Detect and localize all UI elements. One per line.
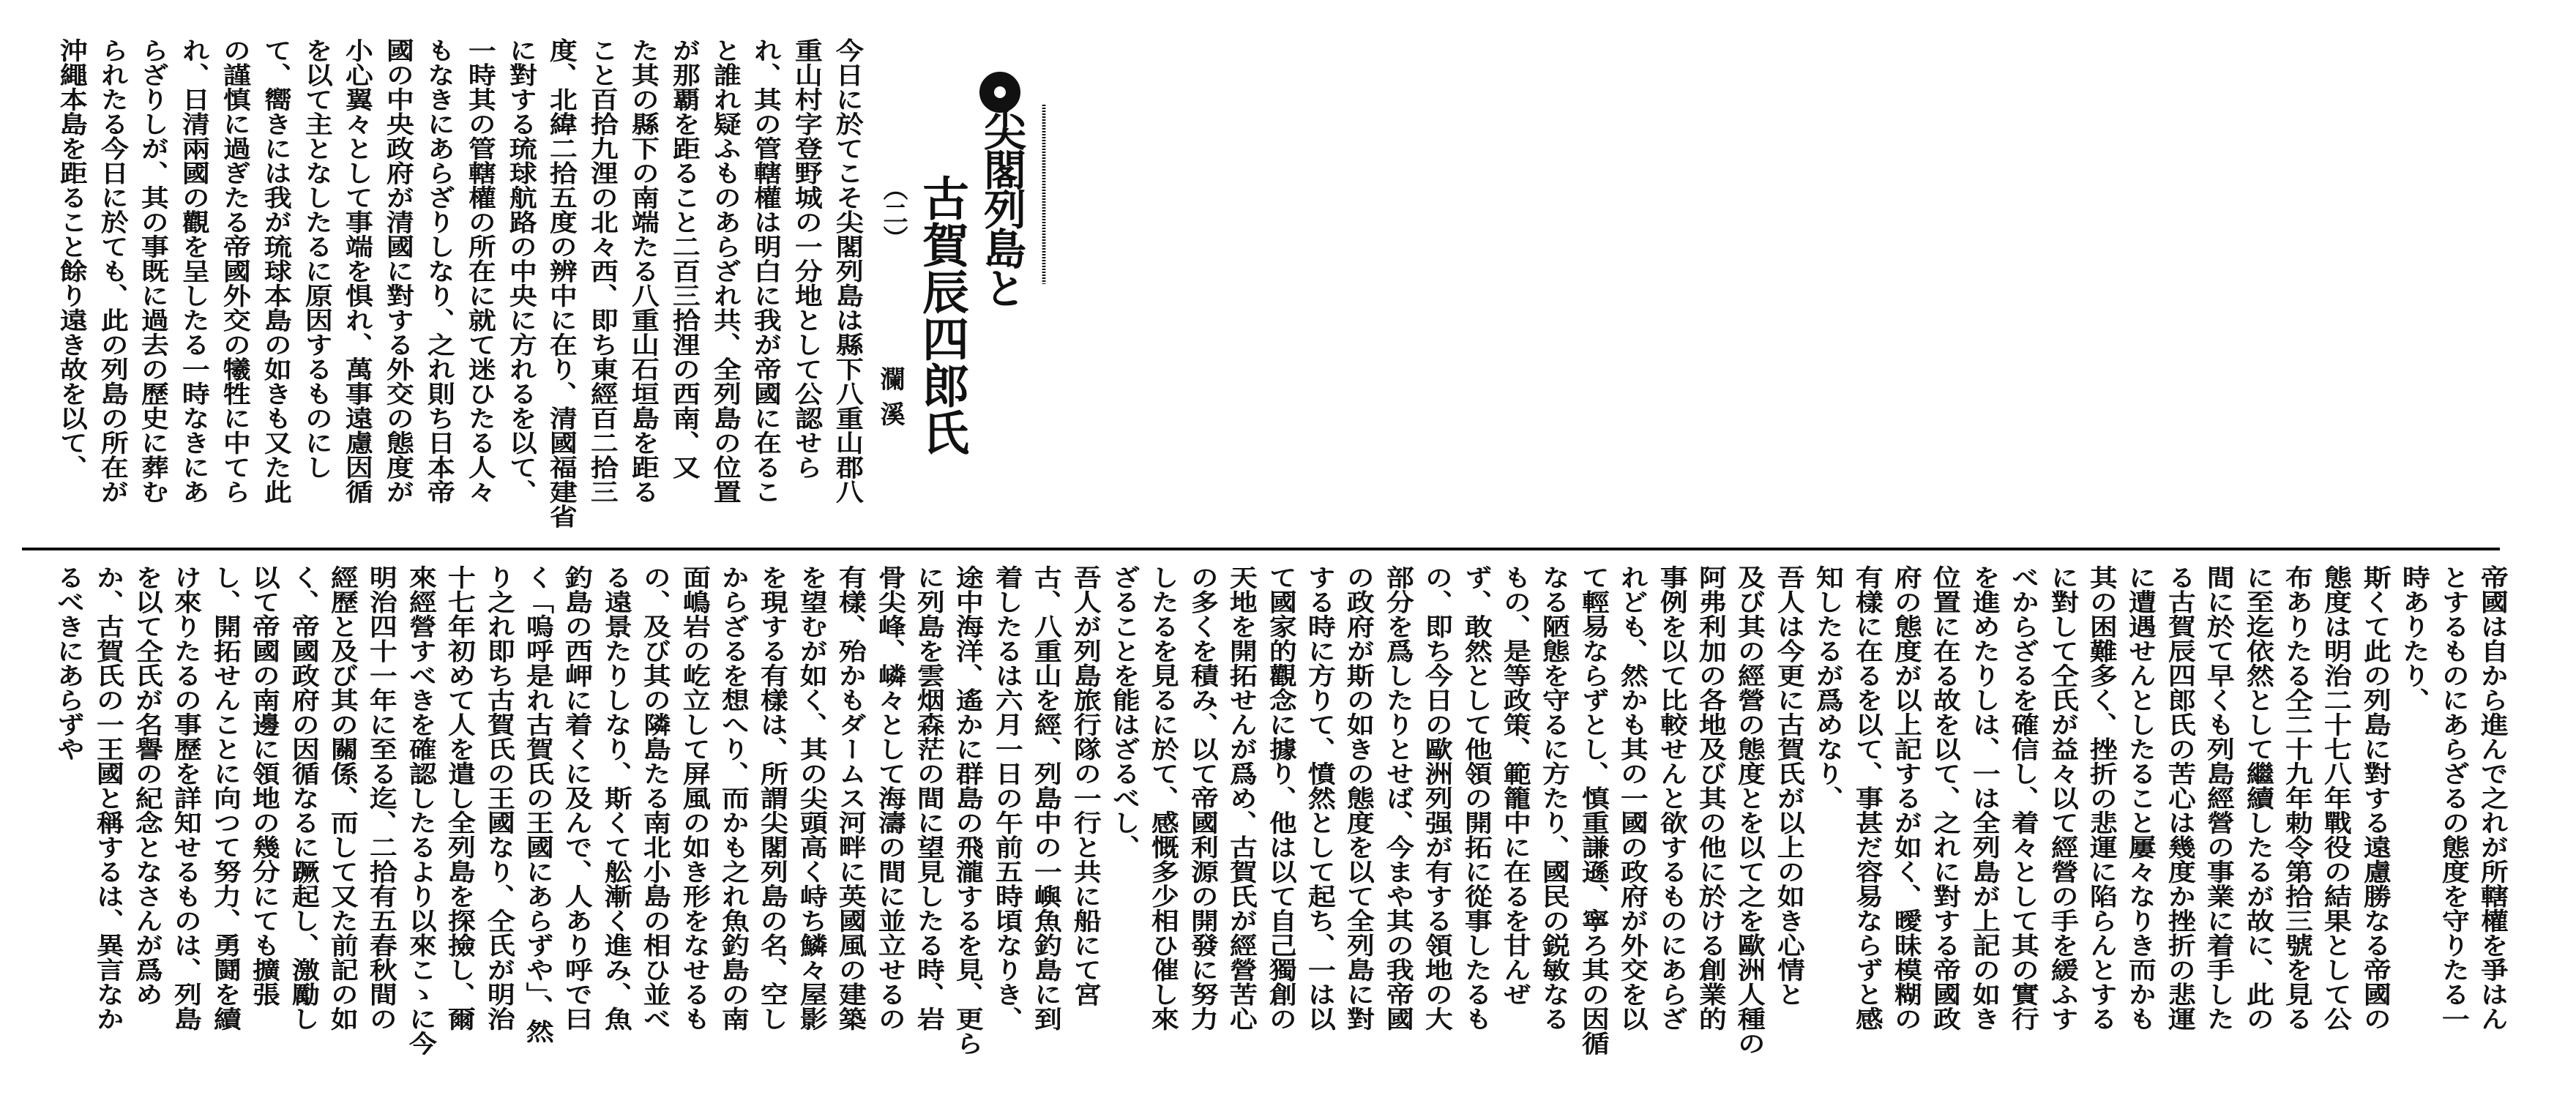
text-column: るべきにあらずや [53, 565, 86, 761]
text-column: に對する琉球航路の中央に方れるを以て、 [504, 38, 538, 504]
text-column: か、古賀氏の一王國と稱するは、異言なか [92, 565, 125, 1031]
text-column: の多くを積み、以て帝國利源の開發に努力 [1186, 565, 1220, 1031]
text-column: なる陋態を守るに方たり、國民の鋭敏なる [1538, 565, 1572, 1031]
text-column: に至迄依然として繼續したるが故に、此の [2241, 565, 2275, 1031]
text-column: 位置に在る故を以て、之れに對する帝國政 [1929, 565, 1963, 1031]
text-column: 有樣、殆かもダームス河畔に英國風の建築 [835, 565, 868, 1031]
text-column: 度、北緯二拾五度の辨中に在り、清國福建省 [545, 38, 579, 529]
text-column: に列島を雲烟森茫の間に望見したる時、岩 [913, 565, 946, 1031]
text-column: 部分を爲したりとせば、今まや其の我帝國 [1381, 565, 1415, 1031]
text-column: 時ありたり、 [2398, 565, 2432, 712]
text-column: 知したるが爲めなり、 [1812, 565, 1845, 810]
text-column: 着したるは六月一日の午前五時頃なりき、 [990, 565, 1024, 1031]
text-column: 府の態度が以上記するが如く、曖昧模糊の [1890, 565, 1923, 1031]
text-column: 有樣に在るを以て、事甚だ容易ならずと感 [1851, 565, 1884, 1031]
text-column: を現する有樣は、所謂尖閣列島の名、空し [756, 565, 790, 1031]
text-column: 天地を開拓せんが爲め、古賀氏が經營苦心 [1225, 565, 1259, 1031]
text-column: し、開拓せんことに向つて努力、勇鬪を續 [209, 565, 242, 1031]
text-column: た其の縣下の南端たる八重山石垣島を距る [627, 38, 660, 504]
text-column: 經歷と及び其の關係、而して又た前記の如 [326, 565, 359, 1031]
text-column: を望むが如く、其の尖頭高く峙ち鱗々屋影 [795, 565, 829, 1031]
author-byline: 瀾溪 [876, 366, 905, 436]
text-column: れ、其の管轄權は明白に我が帝國に在るこ [750, 38, 783, 504]
text-column: したるを見るに於て、感慨多少相ひ催し來 [1147, 565, 1181, 1031]
text-column: 面嶋岩の屹立して屏風の如き形をなせるも [678, 565, 712, 1031]
text-column: 阿弗利加の各地及び其の他に於ける創業的 [1695, 565, 1728, 1031]
text-column: 明治四十一年に至る迄、二拾有五春秋間の [365, 565, 399, 1031]
text-column: に對して仝氏が益々以て經營の手を緩ふす [2046, 565, 2080, 1031]
text-column: る古賀辰四郎氏の苦心は幾度か挫折の悲運 [2163, 565, 2197, 1031]
text-column: 斯くて此の列島に對する遠慮勝なる帝國の [2359, 565, 2392, 1031]
text-column: する時に方りて、憤然として起ち、一は以 [1304, 565, 1337, 1031]
text-column: く、帝國政府の因循なるに蹶起し、激勵し [287, 565, 321, 1031]
text-column: れども、然かも其の一國の政府が外交を以 [1616, 565, 1650, 1031]
text-column: 沖繩本島を距ること餘り遠き故を以て、 [55, 38, 89, 479]
text-column: 及び其の經營の態度とを以て之を歐洲人種の [1733, 565, 1767, 1056]
text-column: 古、八重山を經、列島中の一嶼魚釣島に到 [1030, 565, 1064, 1031]
text-column: 吾人は今更に古賀氏が以上の如き心情と [1772, 565, 1806, 1006]
text-column: からざるを想へり、而かも之れ魚釣島の南 [717, 565, 750, 1031]
headline-line-2: 古賀辰四郎氏 [914, 174, 969, 455]
text-column: 間に於て早くも列島經營の事業に着手した [2203, 565, 2236, 1031]
text-column: 骨尖峰、嶙々として海濤の間に並立せるの [873, 565, 907, 1031]
text-column: 一時其の管轄權の所在に就て迷ひたる人々 [463, 38, 497, 504]
text-column: て輕易ならずとし、慎重謙遜、寧ろ其の因循 [1577, 565, 1610, 1056]
text-column: と誰れ疑ふものあらざれ共、全列島の位置 [709, 38, 742, 504]
section-divider-rule [22, 548, 2500, 550]
text-column: らざりしが、其の事既に過去の歷史に葬む [137, 38, 171, 504]
text-column: 釣島の西岬に着くに及んで、人あり呼で曰 [561, 565, 594, 1031]
text-column: る遠景たりしなり、斯くて舩漸く進み、魚 [600, 565, 633, 1031]
text-column: こと百拾九浬の北々西、即ち東經百二拾三 [586, 38, 620, 504]
text-column: 小心翼々として事端を惧れ、萬事遠慮因循 [341, 38, 375, 504]
text-column: べからざるを確信し、着々として其の實行 [2007, 565, 2041, 1031]
series-part-number: （二） [878, 176, 908, 250]
text-column: を以て主となしたるに原因するものにし [300, 38, 334, 479]
text-column: に遭遇せんとしたること屢々なりき而かも [2124, 565, 2158, 1031]
text-column: を以て仝氏が名譽の紀念となさんが爲め [131, 565, 164, 1006]
text-column: とするものにあらざるの態度を守りたる一 [2437, 565, 2471, 1031]
text-column: て、嚮きには我が琉球本島の如きも又た此 [259, 38, 293, 504]
text-column: の政府が斯の如きの態度を以て全列島に對 [1343, 565, 1376, 1031]
text-column: 吾人が列島旅行隊の一行と共に船にて宮 [1069, 565, 1102, 1006]
text-column: られたる今日に於ても、此の列島の所在が [96, 38, 130, 504]
text-column: 來經營すべきを確認したるより以來こゝに今 [404, 565, 438, 1056]
text-column: け來りたるの事歷を詳知せるものは、列島 [170, 565, 204, 1031]
text-column: の謹慎に過ぎたる帝國外交の犧牲に中てら [219, 38, 252, 504]
text-column: 途中海洋、遙かに群島の飛瀧するを見、更ら [952, 565, 985, 1056]
text-column: の、即ち今日の歐洲列强が有する領地の大 [1421, 565, 1455, 1031]
text-column: れ、日清兩國の觀を呈したる一時なきにあ [178, 38, 212, 504]
headline-wavy-rule [1039, 105, 1048, 284]
text-column: 事例を以て比較せんと欲するものにあらざ [1655, 565, 1689, 1031]
text-column: 十七年初めて人を遣し全列島を探撿し、爾 [444, 565, 477, 1031]
text-column: 國の中央政府が清國に對する外交の態度が [382, 38, 416, 504]
text-column: ざることを能はざるべし、 [1108, 565, 1141, 859]
text-column: 布ありたる仝二十九年勅令第拾三號を見る [2281, 565, 2314, 1031]
text-column: 以て帝國の南邊に領地の幾分にても擴張 [248, 565, 282, 1006]
headline-line-1: 尖閣列島と [977, 108, 1026, 306]
text-column: て國家的觀念に據り、他は以て自己獨創の [1264, 565, 1298, 1031]
text-column: の、及び其の隣島たる南北小島の相ひ並べ [639, 565, 673, 1031]
text-column: ず、敢然として他領の開拓に從事したるも [1460, 565, 1493, 1031]
text-column: 帝國は自から進んで之れが所轄權を爭はん [2476, 565, 2509, 1031]
text-column: 其の困難多く、挫折の悲運に陷らんとする [2086, 565, 2118, 1031]
text-column: り之れ即ち古賀氏の王國なり、仝氏が明治 [482, 565, 516, 1031]
text-column: 重山村字登野城の一分地として公認せら [791, 38, 824, 479]
text-column: 態度は明治二十七八年戰役の結果として公 [2320, 565, 2353, 1031]
text-column: く「嗚呼是れ古賀氏の王國にあらずや」、然 [522, 565, 555, 1044]
text-column: もの、是等政策、範籠中に在るを甘んぜ [1499, 565, 1532, 1006]
text-column: もなきにあらざりしなり、之れ則ち日本帝 [423, 38, 456, 504]
text-column: を進めたりしは、一は全列島が上記の如き [1968, 565, 2001, 1031]
text-column: が那覇を距ること二百三拾浬の西南、又 [668, 38, 701, 479]
text-column: 今日に於てこそ尖閣列島は縣下八重山郡八 [832, 38, 865, 504]
headline-circle-mark-icon [979, 72, 1020, 113]
